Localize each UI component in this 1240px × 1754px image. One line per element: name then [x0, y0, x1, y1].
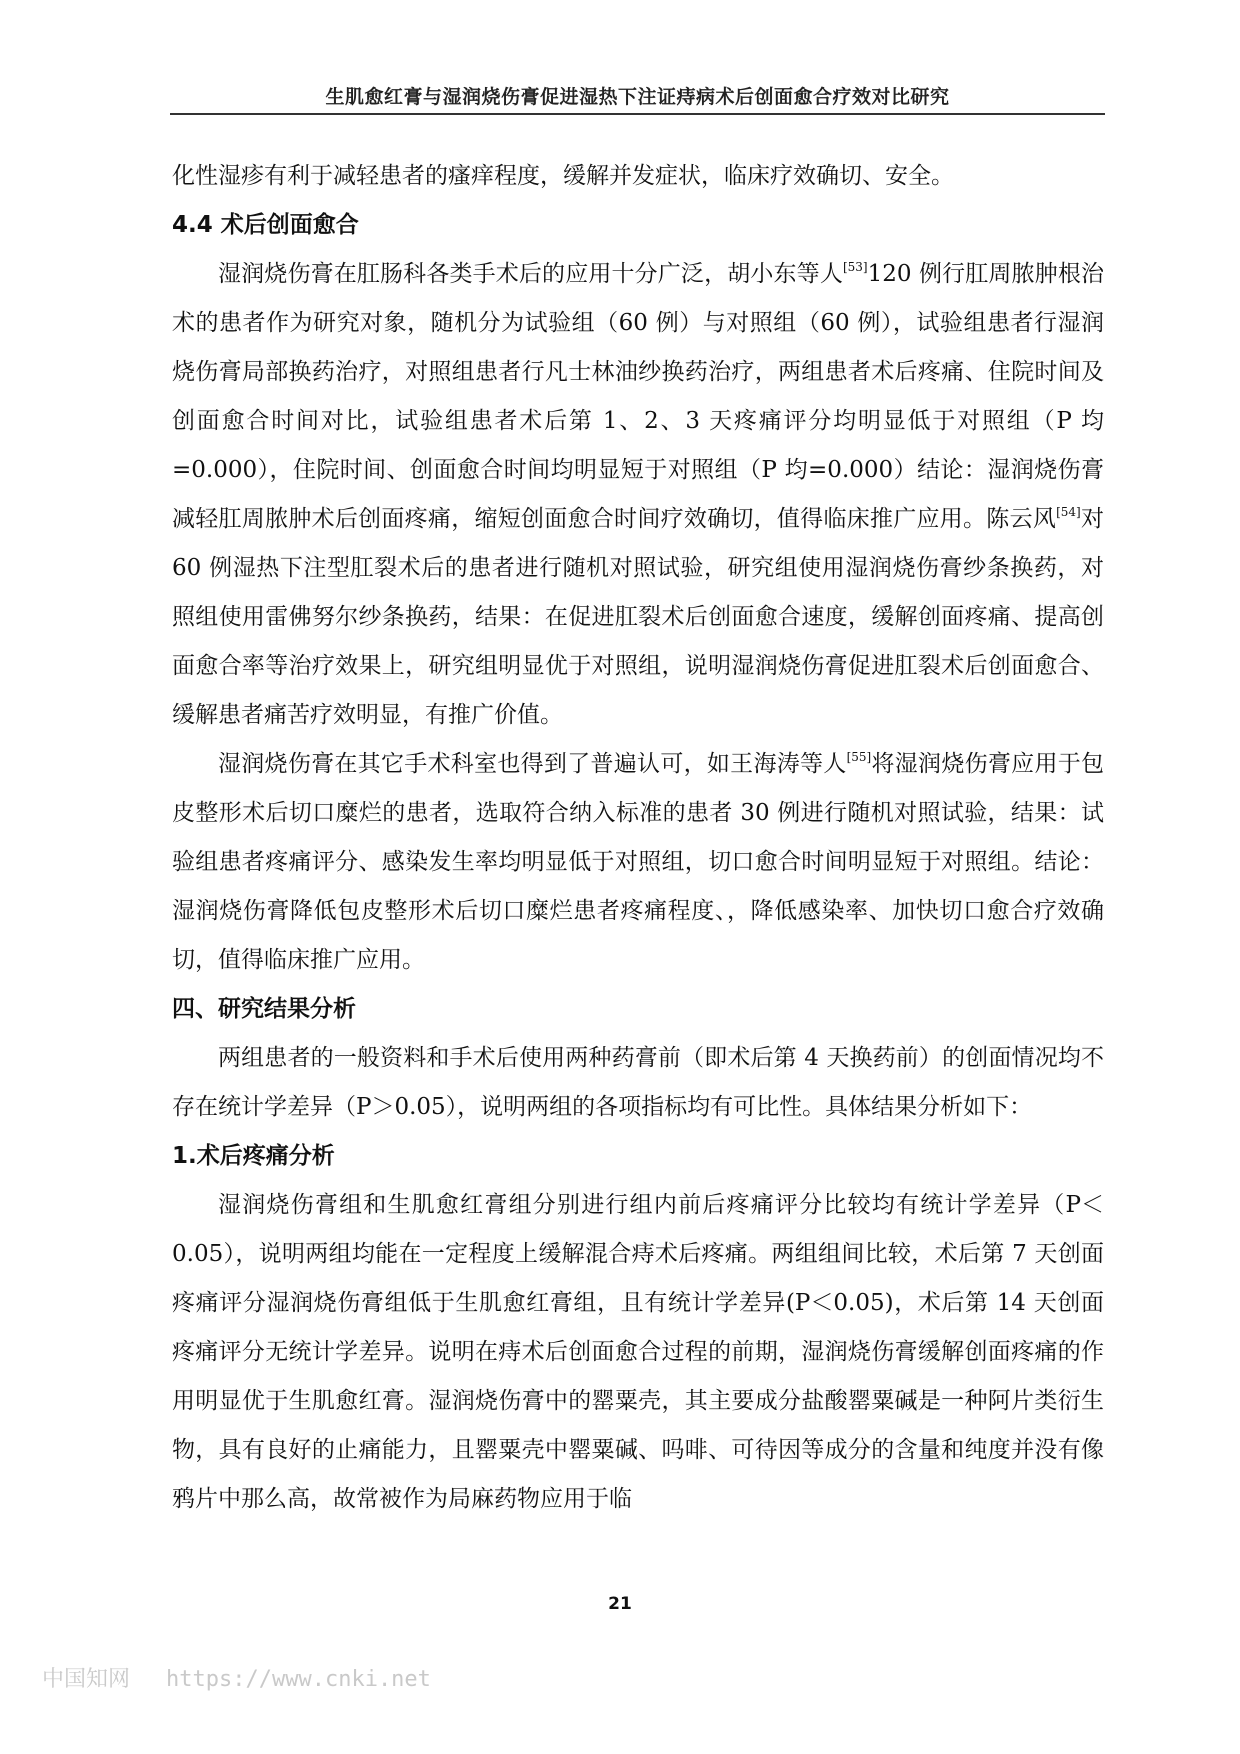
cnki-watermark: [42, 1662, 431, 1693]
text-segment: 湿润烧伤膏在其它手术科室也得到了普遍认可，如王海涛等人: [218, 751, 847, 777]
paragraph-moist-burn-ointment-anorectal: [172, 250, 1104, 740]
text-segment: 对 60 例湿热下注型肛裂术后的患者进行随机对照试验，研究组使用湿润烧伤膏纱条换药，对照组使用雷佛努尔纱条换药，结果：在促进肛裂术后创面愈合速度，缓解创面疼痛、提高创面愈合率等治疗效果上，研究组明显优于对照组，说明湿润烧伤膏促进肛裂术后创面愈合、缓解患者痛苦疗效明显，有推广价值。: [172, 506, 1104, 728]
watermark-logo: 中国知网: [42, 1667, 131, 1692]
running-header: 生肌愈红膏与湿润烧伤膏促进湿热下注证痔病术后创面愈合疗效对比研究: [325, 86, 950, 108]
paragraph-continued: 化性湿疹有利于减轻患者的瘙痒程度，缓解并发症状，临床疗效确切、安全。: [172, 163, 954, 189]
header-rule: [170, 113, 1105, 115]
paragraph-pain-analysis: 湿润烧伤膏组和生肌愈红膏组分别进行组内前后疼痛评分比较均有统计学差异（P＜0.05），说明两组均能在一定程度上缓解混合痔术后疼痛。两组组间比较，术后第 7 天创面疼痛评分湿润烧伤膏组低于生肌愈红膏组，且有统计学差异(P＜0.05)，术后第 14 天创面疼痛评分无统计学差异。说明在痔术后创面愈合过程的前期，湿润烧伤膏缓解创面疼痛的作用明显优于生肌愈红膏。湿润烧伤膏中的罂粟壳，其主要成分盐酸罂粟碱是一种阿片类衍生物，具有良好的止痛能力，且罂粟壳中罂粟碱、吗啡、可待因等成分的含量和纯度并没有像鸦片中那么高，故常被作为局麻药物应用于临: [172, 1192, 1104, 1512]
page-body: [172, 152, 1104, 1524]
text-segment: 湿润烧伤膏在肛肠科各类手术后的应用十分广泛，胡小东等人: [218, 261, 843, 287]
watermark-url: https://www.cnki.net: [166, 1667, 431, 1692]
section-heading-results: 四、研究结果分析: [172, 996, 356, 1022]
citation-54: [54]: [1056, 505, 1081, 519]
section-heading-pain-analysis: 1.术后疼痛分析: [172, 1143, 335, 1169]
text-segment: 将湿润烧伤膏应用于包皮整形术后切口糜烂的患者，选取符合纳入标准的患者 30 例进行随机对照试验，结果：试验组患者疼痛评分、感染发生率均明显低于对照组，切口愈合时间明显短于对照组。结论：湿润烧伤膏降低包皮整形术后切口糜烂患者疼痛程度、，降低感染率、加快切口愈合疗效确切，值得临床推广应用。: [172, 751, 1105, 973]
text-segment: 120 例行肛周脓肿根治术的患者作为研究对象，随机分为试验组（60 例）与对照组（60 例），试验组患者行湿润烧伤膏局部换药治疗，对照组患者行凡士林油纱换药治疗，两组患者术后疼痛、住院时间及创面愈合时间对比，试验组患者术后第 1、2、3 天疼痛评分均明显低于对照组（P 均=0.000），住院时间、创面愈合时间均明显短于对照组（P 均=0.000）结论：湿润烧伤膏减轻肛周脓肿术后创面疼痛，缩短创面愈合时间疗效确切，值得临床推广应用。陈云风: [172, 261, 1104, 532]
paragraph-other-departments: [172, 740, 1104, 985]
page-number: 21: [608, 1594, 632, 1614]
citation-53: [53]: [842, 260, 868, 274]
citation-55: [55]: [846, 750, 872, 764]
section-heading-4-4: 4.4 术后创面愈合: [172, 212, 359, 238]
paragraph-results-intro: 两组患者的一般资料和手术后使用两种药膏前（即术后第 4 天换药前）的创面情况均不存在统计学差异（P＞0.05），说明两组的各项指标均有可比性。具体结果分析如下：: [172, 1045, 1104, 1120]
